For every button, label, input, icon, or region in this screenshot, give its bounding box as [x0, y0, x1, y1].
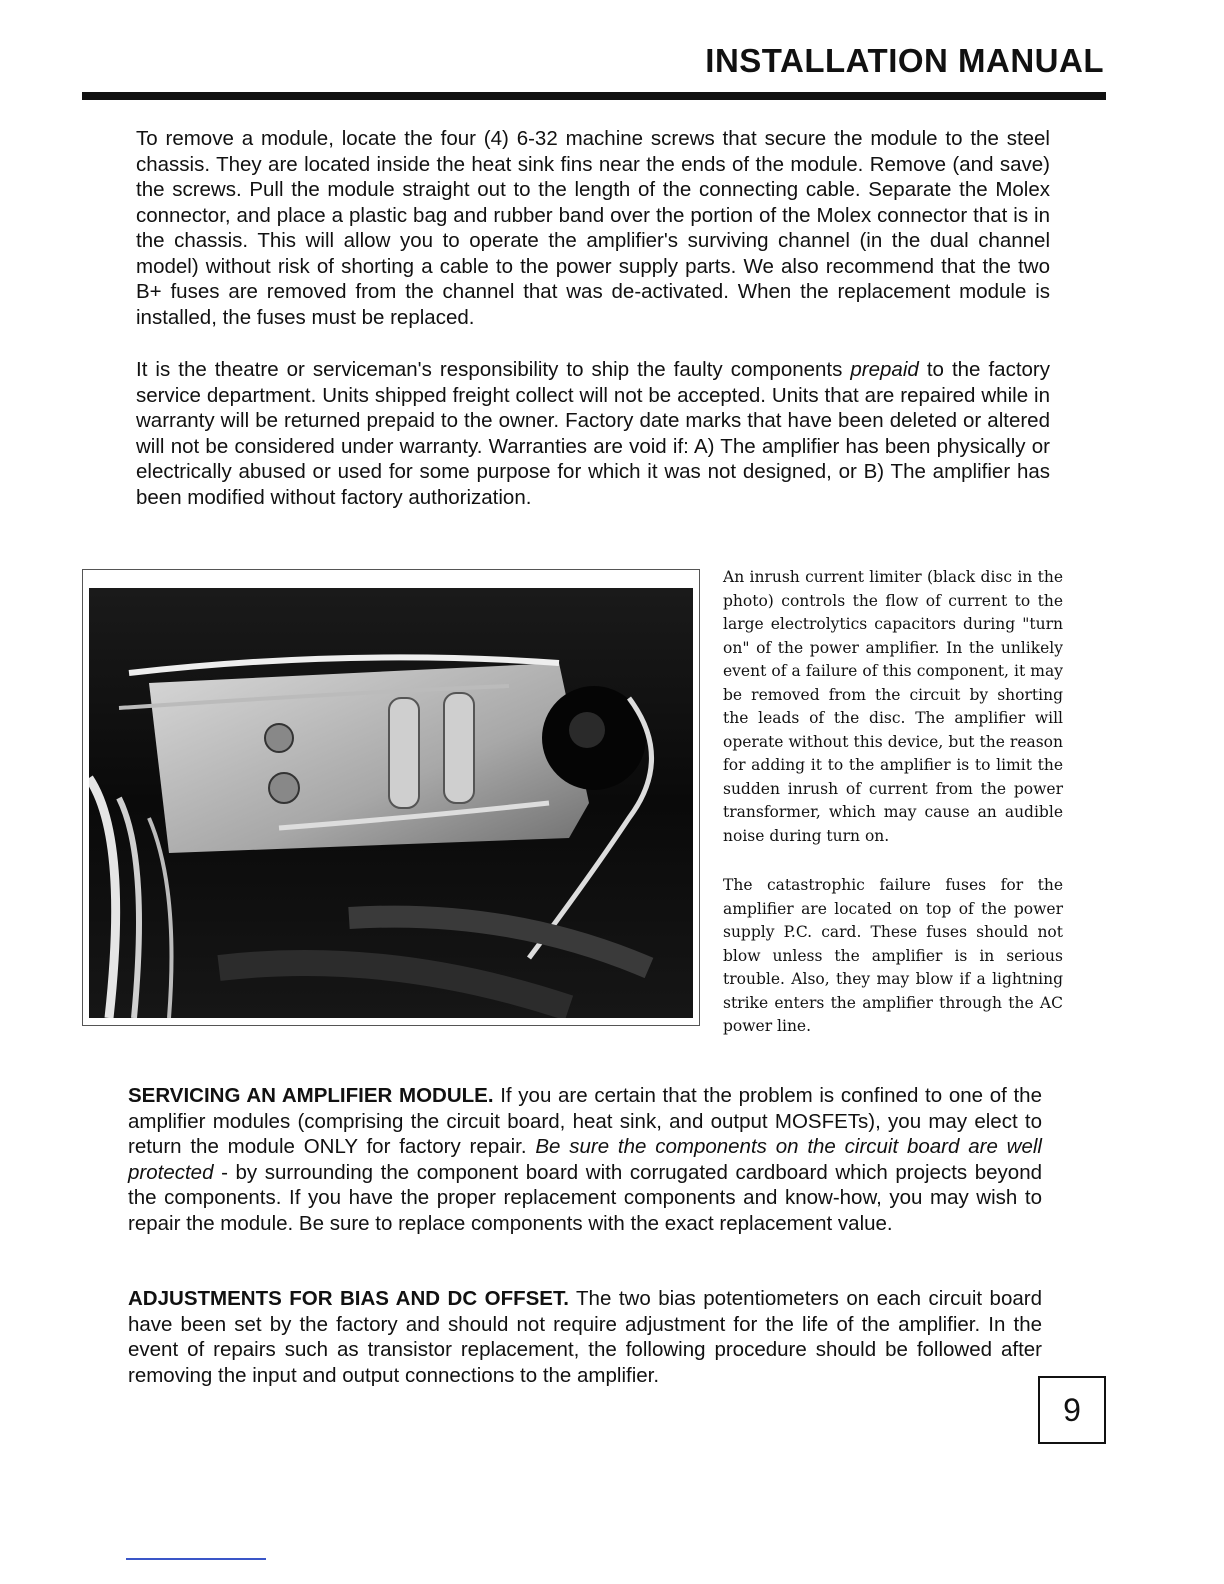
adjustments-text: The two bias potentiometers on each circuit board have been set by the factory and should not require adjustment for the life of the amplifier. In the event of repairs such as transistor replacement, the following procedure should be followed after removing the input and output connections to the amplifier.	[128, 1287, 1042, 1387]
paragraph-remove-module: To remove a module, locate the four (4) 6-32 machine screws that secure the module to the steel chassis. They are located inside the heat sink fins near the ends of the module. Remove (and save) the screws. Pull the module straight out to the length of the connecting cable. Separate the Molex connector, and place a plastic bag and rubber band over the portion of the Molex connector that is in the chassis. This will allow you to operate the amplifier's surviving channel (in the dual channel model) without risk of shorting a cable to the power supply parts. We also recommend that the two B+ fuses are removed from the channel that was de-activated. When the replacement module is installed, the fuses must be replaced.	[136, 127, 1050, 329]
paragraph-adjustments	[128, 1286, 1042, 1388]
servicing-italic: Be sure the components on the circuit board are well protected	[128, 1135, 1042, 1184]
warranty-text-part1: It is the theatre or serviceman's responsibility to ship the faulty components	[136, 358, 851, 381]
servicing-heading: SERVICING AN AMPLIFIER MODULE.	[128, 1084, 494, 1107]
amplifier-photo	[89, 588, 693, 1018]
warranty-text-part2: to the factory service department. Units shipped freight collect will not be accepted. Units that are repaired while in warranty will be returned prepaid to the owner. Factory date marks that have been deleted or altered will not be considered under warranty. Warranties are void if: A) The amplifier has been physically or electrically abused or used for some purpose for which it was not designed, or B) The amplifier has been modified without factory authorization.	[136, 358, 1050, 509]
page-number: 9	[1038, 1376, 1106, 1444]
paragraph-servicing	[128, 1083, 1042, 1236]
servicing-text-part1: If you are certain that the problem is confined to one of the amplifier modules (comprising the circuit board, heat sink, and output MOSFETs), you may elect to return the module ONLY for factory repair.	[128, 1084, 1042, 1158]
paragraph-warranty	[136, 357, 1050, 510]
header-rule	[82, 92, 1106, 100]
bottom-rule	[126, 1558, 266, 1560]
warranty-prepaid: prepaid	[850, 358, 919, 381]
photo-frame	[82, 569, 700, 1026]
page-header-title: INSTALLATION MANUAL	[705, 42, 1104, 79]
caption-inrush-limiter: An inrush current limiter (black disc in the photo) controls the flow of current to the large electrolytics capacitors during "turn on" of the power amplifier. In the unlikely event of a failure of this component, it may be removed from the circuit by shorting the leads of the disc. The amplifier will operate without this device, but the reason for adding it to the amplifier is to limit the sudden inrush of current from the power transformer, which may cause an audible noise during turn on.	[723, 568, 1063, 845]
adjustments-heading: ADJUSTMENTS FOR BIAS AND DC OFFSET.	[128, 1287, 569, 1310]
servicing-text-part2: - by surrounding the component board with corrugated cardboard which projects beyond the components. If you have the proper replacement components and know-how, you may wish to repair the module. Be sure to replace components with the exact replacement value.	[128, 1160, 1042, 1235]
caption-failure-fuses: The catastrophic failure fuses for the amplifier are located on top of the power supply P.C. card. These fuses should not blow unless the amplifier is in serious trouble. Also, they may blow if a lightning strike enters the amplifier through the AC power line.	[723, 876, 1063, 1035]
